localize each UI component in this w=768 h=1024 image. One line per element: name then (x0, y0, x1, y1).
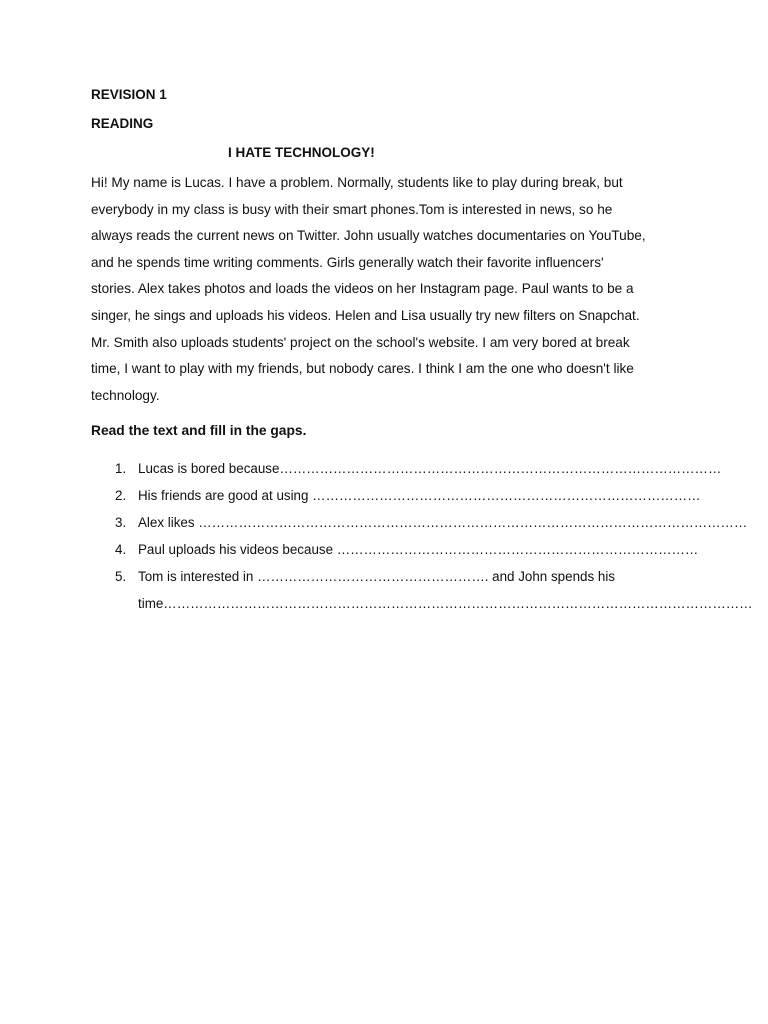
question-number: 5. (115, 569, 127, 584)
question-item (91, 536, 699, 563)
exercise-instruction: Read the text and fill in the gaps. (91, 423, 307, 438)
question-text: Tom is interested in ……………………………………………. and John spends his (138, 569, 615, 584)
reading-heading: READING (91, 116, 154, 131)
passage-line: technology. (91, 387, 160, 403)
question-number: 1. (115, 461, 127, 476)
question-list (91, 455, 753, 617)
passage-line: singer, he sings and uploads his videos. Helen and Lisa usually try new filters on Snapchat. (91, 307, 640, 323)
question-continuation-text: time…………………………………………………………………………………………………………………… (138, 596, 753, 611)
question-item (91, 482, 701, 509)
text-title: I HATE TECHNOLOGY! (228, 145, 375, 160)
question-text: Alex likes …………………………………………………………………………………………………………… (138, 515, 748, 530)
passage-line: everybody in my class is busy with their smart phones.Tom is interested in news, so he (91, 201, 613, 217)
question-text: Lucas is bored because……………………………………………………………………………………… (138, 461, 722, 476)
question-number: 2. (115, 488, 127, 503)
question-item (91, 509, 748, 536)
question-item (91, 455, 722, 482)
revision-heading: REVISION 1 (91, 87, 167, 102)
question-number: 4. (115, 542, 127, 557)
question-continuation (91, 590, 753, 617)
question-text: His friends are good at using …………………………………………………………………………… (138, 488, 701, 503)
passage-line: always reads the current news on Twitter. John usually watches documentaries on YouTube, (91, 228, 646, 244)
question-text: Paul uploads his videos because ……………………………………………………………………… (138, 542, 699, 557)
reading-passage (91, 170, 681, 409)
passage-line: stories. Alex takes photos and loads the videos on her Instagram page. Paul wants to be a (91, 281, 634, 297)
question-item (91, 563, 691, 590)
question-number: 3. (115, 515, 127, 530)
passage-line: time, I want to play with my friends, but nobody cares. I think I am the one who doesn't like (91, 361, 634, 377)
passage-line: and he spends time writing comments. Girls generally watch their favorite influencers' (91, 254, 604, 270)
passage-line: Mr. Smith also uploads students' project on the school's website. I am very bored at break (91, 334, 630, 350)
passage-line: Hi! My name is Lucas. I have a problem. Normally, students like to play during break, but (91, 175, 623, 190)
